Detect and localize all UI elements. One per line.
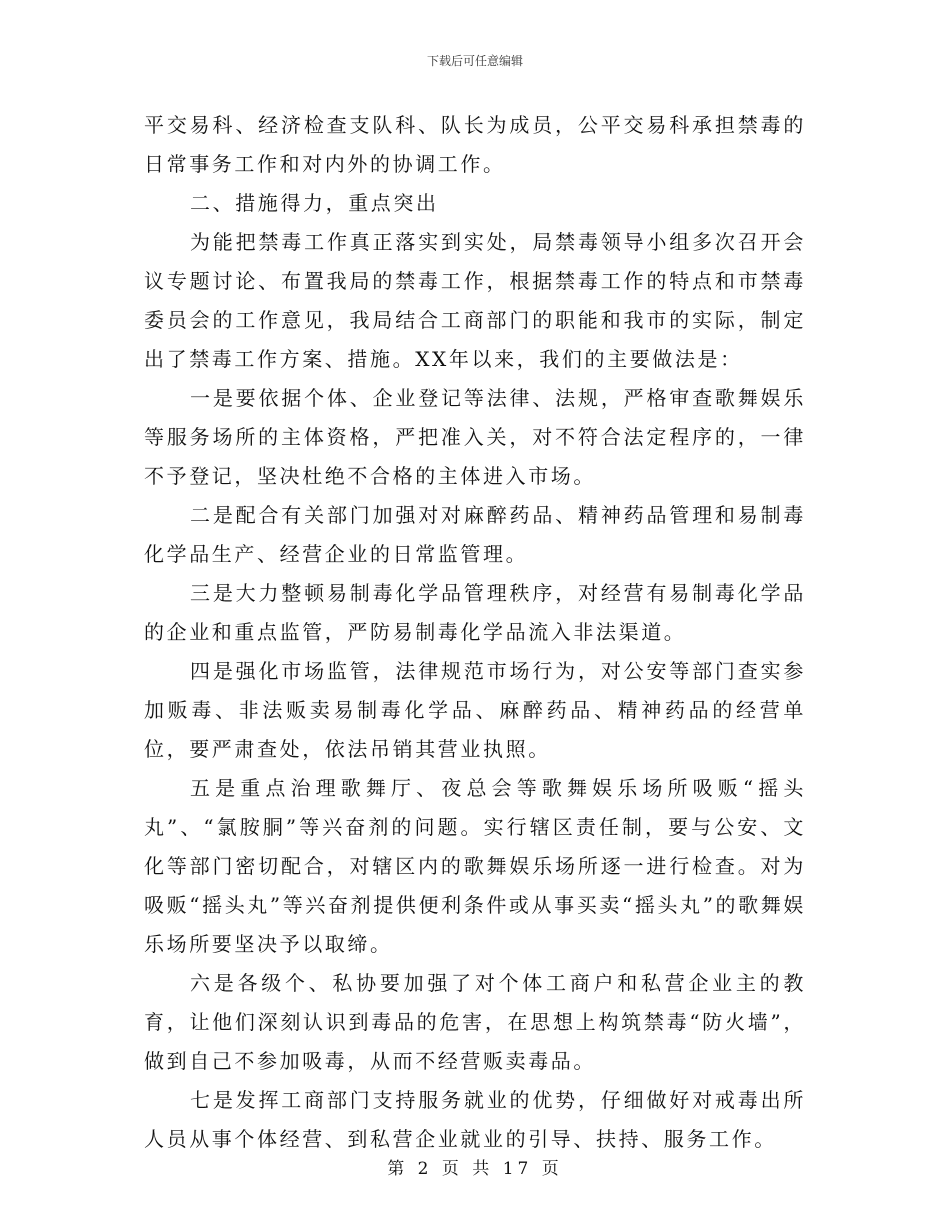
paragraph: 五是重点治理歌舞厅、夜总会等歌舞娱乐场所吸贩“摇头丸”、“氯胺胴”等兴奋剂的问题。实行辖区责任制，要与公安、文化等部门密切配合，对辖区内的歌舞娱乐场所逐一进行检查。对为吸贩“摇头丸”等兴奋剂提供便利条件或从事买卖“摇头丸”的歌舞娱乐场所要坚决予以取缔。: [144, 776, 806, 956]
paragraph: 为能把禁毒工作真正落实到实处，局禁毒领导小组多次召开会议专题讨论、布置我局的禁毒工作，根据禁毒工作的特点和市禁毒委员会的工作意见，我局结合工商部门的职能和我市的实际，制定出了禁毒工作方案、措施。XX年以来，我们的主要做法是：: [144, 230, 806, 371]
section-heading: 二、措施得力，重点突出: [190, 191, 439, 215]
paragraph: 一是要依据个体、企业登记等法律、法规，严格审查歌舞娱乐等服务场所的主体资格，严把准入关，对不符合法定程序的，一律不予登记，坚决杜绝不合格的主体进入市场。: [144, 386, 806, 488]
paragraph: 七是发挥工商部门支持服务就业的优势，仔细做好对戒毒出所人员从事个体经营、到私营企业就业的引导、扶持、服务工作。: [144, 1088, 806, 1151]
paragraph: 平交易科、经济检查支队科、队长为成员，公平交易科承担禁毒的日常事务工作和对内外的协调工作。: [144, 113, 806, 176]
page-header: 下载后可任意编辑: [426, 54, 523, 68]
paragraph: 六是各级个、私协要加强了对个体工商户和私营企业主的教育，让他们深刻认识到毒品的危害，在思想上构筑禁毒“防火墙”，做到自己不参加吸毒，从而不经营贩卖毒品。: [144, 971, 806, 1073]
paragraph: 二是配合有关部门加强对对麻醉药品、精神药品管理和易制毒化学品生产、经营企业的日常监管理。: [144, 503, 806, 566]
page-number-footer: 第 2 页 共 17 页: [387, 1159, 563, 1179]
paragraph: 四是强化市场监管，法律规范市场行为，对公安等部门查实参加贩毒、非法贩卖易制毒化学品、麻醉药品、精神药品的经营单位，要严肃查处，依法吊销其营业执照。: [144, 659, 806, 761]
document-body: [144, 106, 806, 1159]
paragraph: 三是大力整顿易制毒化学品管理秩序，对经营有易制毒化学品的企业和重点监管，严防易制毒化学品流入非法渠道。: [144, 581, 806, 644]
